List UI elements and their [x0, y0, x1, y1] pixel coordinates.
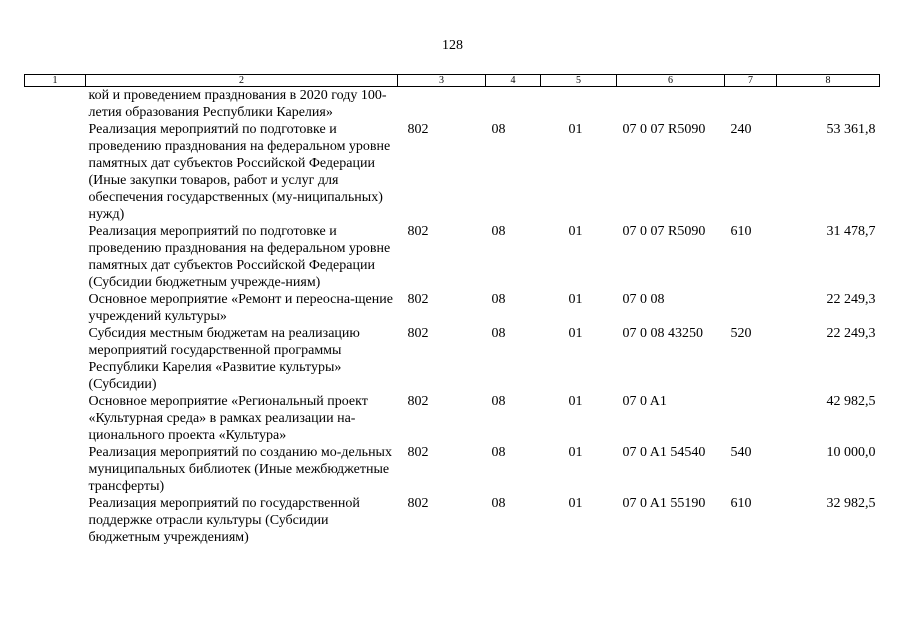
row-admin-code	[398, 87, 486, 122]
row-expense-type	[725, 393, 777, 444]
row-target-article: 07 0 A1 54540	[622, 445, 706, 460]
table-row	[25, 87, 880, 122]
row-description: кой и проведением празднования в 2020 году 100-летия образования Республики Карелия»	[88, 88, 387, 120]
row-amount: 32 982,5	[826, 496, 876, 511]
table-row	[25, 325, 880, 393]
row-admin-code: 802	[407, 326, 429, 341]
header-col-2: 2	[86, 75, 398, 87]
row-description: Реализация мероприятий по государственной поддержке отрасли культуры (Субсидии бюджетным учреждениям)	[88, 496, 360, 545]
row-expense-type	[725, 87, 777, 122]
row-amount	[777, 87, 880, 122]
row-section	[486, 87, 541, 122]
table-row	[25, 393, 880, 444]
row-subsection: 01	[568, 122, 583, 137]
row-admin-code: 802	[407, 394, 429, 409]
row-section: 08	[491, 394, 506, 409]
row-target-article: 07 0 07 R5090	[622, 122, 706, 137]
row-subsection: 01	[568, 292, 583, 307]
row-col-1	[25, 121, 86, 223]
row-target-article: 07 0 08 43250	[622, 326, 703, 341]
row-section: 08	[491, 326, 506, 341]
row-amount: 53 361,8	[826, 122, 876, 137]
row-col-1	[25, 325, 86, 393]
row-col-1	[25, 444, 86, 495]
row-description: Основное мероприятие «Региональный проект «Культурная среда» в рамках реализации на-ционального проекта «Культура»	[88, 394, 368, 443]
row-col-1	[25, 87, 86, 122]
row-amount: 22 249,3	[826, 326, 876, 341]
row-section: 08	[491, 445, 506, 460]
row-description: Реализация мероприятий по подготовке и проведению празднования на федеральном уровне памятных дат субъектов Российской Федерации (Иные закупки товаров, работ и услуг для обеспечения государственных (му-ниципальных) нужд)	[88, 122, 391, 222]
row-description: Реализация мероприятий по подготовке и проведению празднования на федеральном уровне памятных дат субъектов Российской Федерации (Субсидии бюджетным учрежде-ниям)	[88, 224, 391, 290]
budget-table	[24, 74, 880, 546]
row-subsection: 01	[568, 224, 583, 239]
row-subsection: 01	[568, 326, 583, 341]
row-subsection: 01	[568, 496, 583, 511]
row-amount: 42 982,5	[826, 394, 876, 409]
header-col-1: 1	[25, 75, 86, 87]
header-row	[25, 75, 880, 87]
row-description: Основное мероприятие «Ремонт и переосна-щение учреждений культуры»	[88, 292, 393, 324]
row-col-1	[25, 223, 86, 291]
row-amount: 22 249,3	[826, 292, 876, 307]
row-col-1	[25, 495, 86, 546]
page-number: 128	[442, 38, 463, 53]
table-row	[25, 121, 880, 223]
header-col-4: 4	[486, 75, 541, 87]
header-col-8: 8	[777, 75, 880, 87]
row-description: Субсидия местным бюджетам на реализацию мероприятий государственной программы Республики Карелия «Развитие культуры» (Субсидии)	[88, 326, 360, 392]
table-row	[25, 444, 880, 495]
row-section: 08	[491, 496, 506, 511]
table-row	[25, 223, 880, 291]
row-subsection	[541, 87, 617, 122]
table-row	[25, 291, 880, 325]
row-section: 08	[491, 292, 506, 307]
row-expense-type: 540	[730, 445, 752, 460]
row-admin-code: 802	[407, 496, 429, 511]
row-target-article: 07 0 07 R5090	[622, 224, 706, 239]
row-subsection: 01	[568, 394, 583, 409]
row-target-article: 07 0 08	[622, 292, 665, 307]
header-col-5: 5	[541, 75, 617, 87]
row-expense-type: 610	[730, 224, 752, 239]
header-col-7: 7	[725, 75, 777, 87]
row-target-article: 07 0 A1 55190	[622, 496, 706, 511]
row-expense-type: 520	[730, 326, 752, 341]
row-subsection: 01	[568, 445, 583, 460]
row-description: Реализация мероприятий по созданию мо-дельных муниципальных библиотек (Иные межбюджетные трансферты)	[88, 445, 392, 494]
row-expense-type	[725, 291, 777, 325]
header-col-3: 3	[398, 75, 486, 87]
row-amount: 31 478,7	[826, 224, 876, 239]
row-admin-code: 802	[407, 292, 429, 307]
row-admin-code: 802	[407, 122, 429, 137]
row-col-1	[25, 393, 86, 444]
table-row	[25, 495, 880, 546]
row-target-article: 07 0 A1	[622, 394, 667, 409]
row-expense-type: 610	[730, 496, 752, 511]
row-section: 08	[491, 224, 506, 239]
row-col-1	[25, 291, 86, 325]
row-expense-type: 240	[730, 122, 752, 137]
header-col-6: 6	[617, 75, 725, 87]
row-amount: 10 000,0	[826, 445, 876, 460]
row-target-article	[617, 87, 725, 122]
row-admin-code: 802	[407, 445, 429, 460]
row-section: 08	[491, 122, 506, 137]
row-admin-code: 802	[407, 224, 429, 239]
